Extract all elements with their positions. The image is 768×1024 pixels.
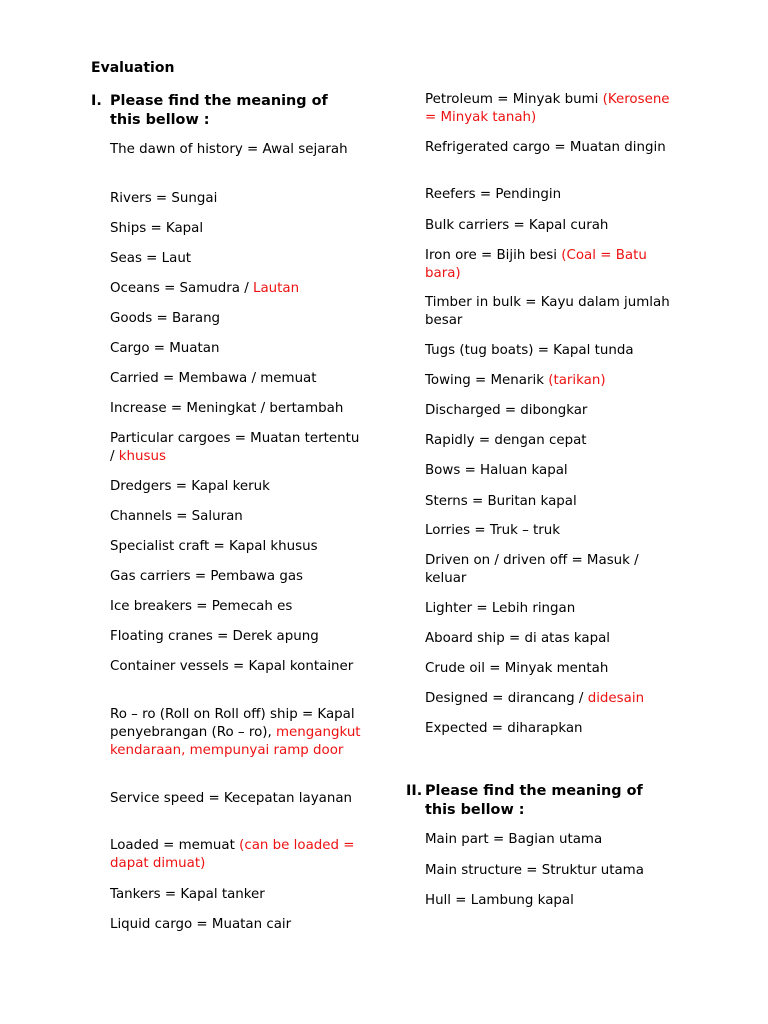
glossary-entry: [110, 658, 362, 676]
glossary-entry: [425, 660, 675, 678]
entry-text: Floating cranes = Derek apung: [110, 629, 319, 644]
glossary-entry: [425, 552, 675, 588]
glossary-entry: [425, 91, 675, 127]
glossary-entry: [425, 630, 675, 648]
glossary-entry: [425, 432, 675, 450]
entry-text: Rivers = Sungai: [110, 191, 218, 206]
section-1-number: I.: [91, 93, 102, 109]
entry-text: Timber in bulk = Kayu dalam jumlah besar: [425, 295, 670, 328]
glossary-entry: [110, 141, 362, 159]
entry-red-note: (tarikan): [548, 373, 606, 388]
entry-text: Designed = dirancang /: [425, 691, 588, 706]
section-1-text: Please find the meaning of this bellow :: [110, 93, 328, 128]
entry-text: Hull = Lambung kapal: [425, 893, 574, 908]
glossary-entry: [425, 139, 675, 157]
glossary-entry: [110, 400, 362, 418]
glossary-entry: [425, 372, 675, 390]
entry-text: Ro – ro (Roll on Roll off) ship = Kapal penyebrangan (Ro – ro),: [110, 707, 355, 740]
entry-text: Carried = Membawa / memuat: [110, 371, 317, 386]
glossary-entry: [110, 886, 362, 904]
entry-text: Loaded = memuat: [110, 838, 240, 853]
entry-text: Bulk carriers = Kapal curah: [425, 218, 609, 233]
entry-text: Bows = Haluan kapal: [425, 463, 568, 478]
glossary-entry: [425, 892, 675, 910]
entry-text: Iron ore = Bijih besi: [425, 248, 562, 263]
glossary-entry: [110, 538, 362, 556]
entry-red-note: didesain: [587, 691, 645, 706]
entry-text: Container vessels = Kapal kontainer: [110, 659, 354, 674]
glossary-entry: [110, 370, 362, 388]
entry-text: Ice breakers = Pemecah es: [110, 599, 293, 614]
glossary-entry: [425, 690, 675, 708]
entry-text: Oceans = Samudra /: [110, 281, 254, 296]
glossary-entry: [110, 250, 362, 268]
entry-text: Lorries = Truk – truk: [425, 523, 561, 538]
entry-text: Main part = Bagian utama: [425, 832, 603, 847]
glossary-entry: [425, 186, 675, 204]
entry-text: Particular cargoes = Muatan tertentu /: [110, 431, 360, 464]
entry-text: Specialist craft = Kapal khusus: [110, 539, 318, 554]
entry-text: Towing = Menarik: [425, 373, 549, 388]
glossary-entry: [110, 190, 362, 208]
entry-red-note: khusus: [118, 449, 166, 464]
entry-text: Sterns = Buritan kapal: [425, 494, 577, 509]
entry-red-note: Lautan: [253, 281, 300, 296]
glossary-entry: [110, 837, 362, 873]
entry-red-note: (can be loaded = dapat dimuat): [110, 838, 355, 871]
glossary-entry: [110, 598, 362, 616]
glossary-entry: [110, 478, 362, 496]
glossary-entry: [425, 294, 675, 330]
entry-text: Increase = Meningkat / bertambah: [110, 401, 344, 416]
section-2-heading: [406, 782, 668, 820]
glossary-entry: [110, 706, 362, 760]
entry-text: Aboard ship = di atas kapal: [425, 631, 611, 646]
entry-text: Expected = diharapkan: [425, 721, 583, 736]
entry-text: Reefers = Pendingin: [425, 187, 562, 202]
glossary-entry: [110, 220, 362, 238]
entry-text: Tankers = Kapal tanker: [110, 887, 265, 902]
entry-text: Service speed = Kecepatan layanan: [110, 791, 353, 806]
glossary-entry: [425, 342, 675, 360]
glossary-entry: [110, 310, 362, 328]
glossary-entry: [110, 568, 362, 586]
entry-red-note: (Coal = Batu bara): [425, 248, 647, 281]
glossary-entry: [110, 508, 362, 526]
section-2-text: Please find the meaning of this bellow :: [425, 783, 643, 818]
glossary-entry: [425, 720, 675, 738]
entry-text: Liquid cargo = Muatan cair: [110, 917, 292, 932]
glossary-entry: [425, 600, 675, 618]
entry-red-note: mengangkut kendaraan, mempunyai ramp door: [110, 725, 361, 758]
entry-text: Tugs (tug boats) = Kapal tunda: [425, 343, 634, 358]
glossary-entry: [110, 628, 362, 646]
entry-text: Goods = Barang: [110, 311, 221, 326]
entry-text: Dredgers = Kapal keruk: [110, 479, 270, 494]
section-2-number: II.: [406, 783, 423, 799]
glossary-entry: [425, 462, 675, 480]
entry-text: Lighter = Lebih ringan: [425, 601, 576, 616]
glossary-entry: [110, 430, 362, 466]
entry-text: Petroleum = Minyak bumi: [425, 92, 603, 107]
entry-text: Ships = Kapal: [110, 221, 204, 236]
glossary-entry: [425, 493, 675, 511]
glossary-entry: [110, 340, 362, 358]
entry-text: Driven on / driven off = Masuk / keluar: [425, 553, 639, 586]
glossary-entry: [110, 790, 362, 808]
entry-text: Rapidly = dengan cepat: [425, 433, 587, 448]
entry-text: Seas = Laut: [110, 251, 192, 266]
glossary-entry: [425, 862, 675, 880]
entry-red-note: (Kerosene = Minyak tanah): [425, 92, 670, 125]
entry-text: Discharged = dibongkar: [425, 403, 588, 418]
entry-text: Refrigerated cargo = Muatan dingin: [425, 140, 666, 155]
glossary-entry: [425, 217, 675, 235]
glossary-entry: [110, 280, 362, 298]
glossary-entry: [425, 522, 675, 540]
entry-text: Cargo = Muatan: [110, 341, 220, 356]
glossary-entry: [425, 402, 675, 420]
entry-text: Main structure = Struktur utama: [425, 863, 644, 878]
page-title: Evaluation: [91, 60, 175, 76]
glossary-entry: [425, 247, 675, 283]
entry-text: Crude oil = Minyak mentah: [425, 661, 609, 676]
entry-text: Gas carriers = Pembawa gas: [110, 569, 304, 584]
entry-text: Channels = Saluran: [110, 509, 243, 524]
section-1-heading: [91, 92, 351, 130]
glossary-entry: [425, 831, 675, 849]
entry-text: The dawn of history = Awal sejarah: [110, 142, 348, 157]
glossary-entry: [110, 916, 362, 934]
